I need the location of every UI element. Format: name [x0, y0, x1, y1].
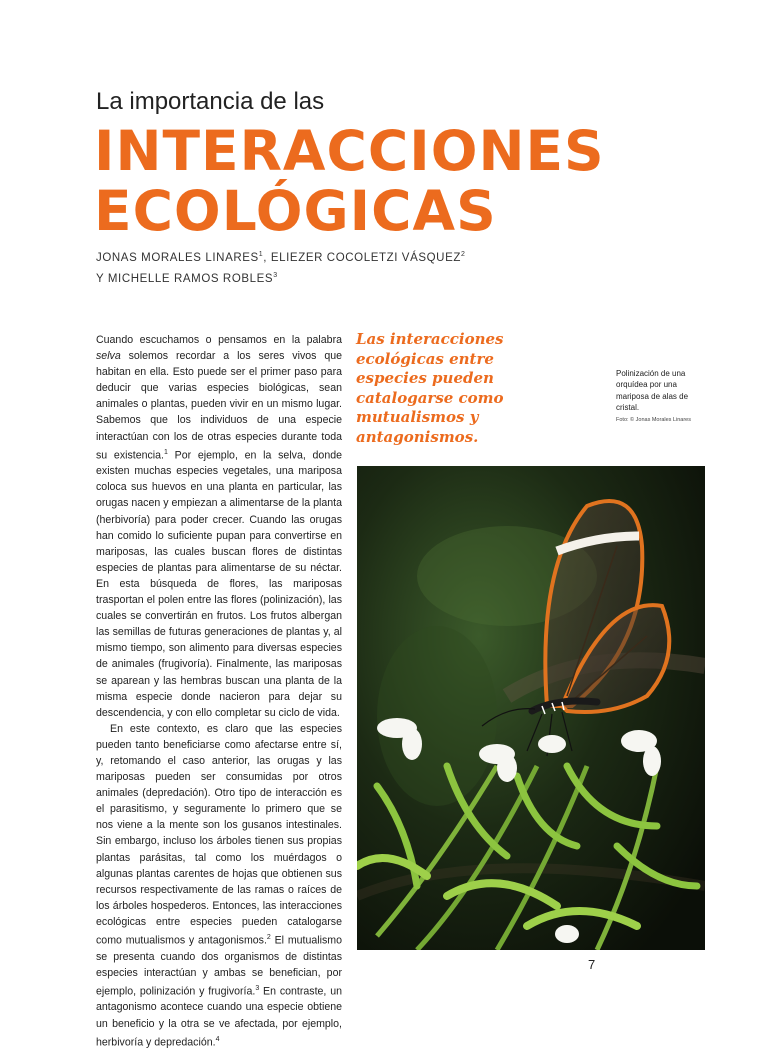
author-and: Y	[96, 272, 108, 285]
butterfly-photo	[357, 466, 705, 950]
photo-credit: Foto: © Jonas Morales Linares	[616, 417, 691, 424]
author-1: JONAS MORALES LINARES	[96, 251, 259, 264]
caption-text: Polinización de una orquídea por una mariposa de alas de cristal.	[616, 369, 689, 412]
p2-ref-2: 3	[255, 984, 260, 992]
p2-text-c: En contraste, un antagonismo acontece cuando una especie obtiene un beneficio y la otra se ve afectada, por ejemplo, herbivoría y depredación.	[96, 985, 342, 1049]
p1-text-c: Por ejemplo, en la selva, donde existen muchas especies vegetales, una mariposa coloca sus huevos en una planta en particular, las orugas nacen y empiezan a alimentarse de la planta (herbivoría) para poder crecer. Cuando las orugas han comido lo suficiente pupan para convertirse en mariposas, las cuales buscan flores de distintas especies de plantas para alimentarse de su néctar. En esta búsqueda de flores, las mariposas trasportan el polen entre las flores (polinización), las cuales se convertirán en frutos. Los frutos albergan las semillas de futuras generaciones de plantas y, al mismo tiempo, son alimento para diversas especies de animales (frugivoría). Finalmente, las mariposas se aparean y las hembras buscan una planta de la misma especie donde nacieron para dejar su descendencia, y con ello completar su ciclo de vida.	[96, 449, 342, 719]
blur-leaf	[377, 626, 497, 806]
p2-text-b: El mutualismo se presenta cuando dos organismos de distintas especies interactúan y ambas se benefician, por ejemplo, polinización y frugivoría.	[96, 934, 342, 998]
p1-text-a: Cuando escuchamos o pensamos en la palabra	[96, 334, 342, 346]
author-2-ref: 2	[460, 251, 466, 258]
p1-ref: 1	[163, 448, 168, 456]
author-3: MICHELLE RAMOS ROBLES	[107, 272, 274, 285]
paragraph-1	[96, 332, 342, 721]
page-number: 7	[588, 957, 596, 972]
body-column	[96, 332, 342, 1050]
paragraph-2	[96, 721, 342, 1050]
author-sep: ,	[263, 251, 271, 264]
page-title-line1: INTERACCIONES	[94, 119, 605, 183]
kicker: La importancia de las	[96, 88, 325, 115]
author-2: ELIEZER COCOLETZI VÁSQUEZ	[270, 251, 461, 264]
pull-quote: Las interacciones ecológicas entre especies pueden catalogarse como mutualismos y antagonismos.	[356, 330, 504, 446]
p1-emphasis: selva	[96, 350, 121, 363]
author-3-ref: 3	[273, 271, 278, 279]
p2-ref-1: 2	[266, 934, 271, 941]
author-1-ref: 1	[258, 251, 264, 258]
photo-caption	[616, 368, 712, 426]
page-title-line2: ECOLÓGICAS	[94, 179, 497, 243]
authors	[96, 246, 465, 288]
p2-text-a: En este contexto, es claro que las especies pueden tanto beneficiarse como afectarse entre sí, y, retomando el caso anterior, las orugas y las mariposas pueden ser consumidas por otros animales (depredación). Otro tipo de interacción es el parasitismo, y seguramente lo primero que se nos viene a la mente son los gusanos intestinales. Sin embargo, incluso los árboles tienen sus propias plantas parásitas, tal como los muérdagos o algunas plantas carentes de hojas que obtienen sus recursos respectivamente de las ramas o raíces de los árboles hospederos. Entonces, las interacciones ecológicas entre especies pueden catalogarse como mutualismos y antagonismos.	[96, 722, 342, 947]
p1-text-b: solemos recordar a los seres vivos que habitan en ella. Esto puede ser el primer paso para deducir que varias especies biológicas, sean animales o plantas, pueden vivir en un mismo lugar. Sabemos que los individuos de una especie interactúan con los de otras especies durante toda su existencia.	[96, 350, 342, 462]
p2-ref-3: 4	[215, 1035, 220, 1043]
